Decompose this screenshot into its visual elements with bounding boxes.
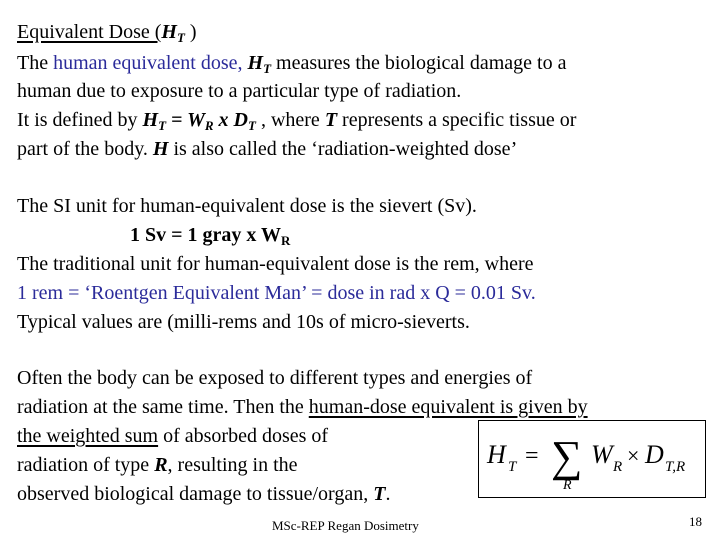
formula-D: D [645,440,664,469]
para2-line1: The SI unit for human-equivalent dose is the sievert (Sv). [17,195,477,217]
symbol-HT: $H_T$ [247,52,272,76]
definition-highlight: human equivalent dose, [53,52,243,74]
para2-line5: Typical values are (milli-rems and 10s of micro-sieverts. [17,311,470,333]
para2-line3: The traditional unit for human-equivalent dose is the rem, where [17,253,534,275]
sum-symbol: ∑ [551,432,583,481]
equation-inline: $H_T = W_R$ x $D_T$ [142,109,256,133]
formula-equals: = [525,443,539,469]
para1-line1: The human equivalent dose, $H_T$ measures the biological damage to a [17,52,567,76]
para3-line2: radiation at the same time. Then the human-dose equivalent is given by [17,396,588,418]
underlined-phrase: human-dose equivalent is given by [308,396,588,418]
formula-sum-index: R [563,478,572,493]
heading-symbol: $H_T$ [161,21,185,45]
para1-line3: It is defined by $H_T = W_R$ x $D_T$ , where T represents a specific tissue or [17,109,577,133]
formula-D-sub: T,R [665,459,686,475]
para3-line3: the weighted sum of absorbed doses of [17,425,329,447]
formula-H-sub: T [508,459,517,475]
para3-line1: Often the body can be exposed to different types and energies of [17,367,533,389]
para3-line5: observed biological damage to tissue/organ, T. [17,483,391,505]
sievert-equation: 1 Sv = 1 gray x $W_R$ [130,224,291,248]
footer-text: MSc-REP Regan Dosimetry [272,518,419,533]
para3-line4: radiation of type R, resulting in the [17,454,298,476]
formula-W: W [591,440,613,469]
rem-definition: 1 rem = ‘Roentgen Equivalent Man’ = dose in rad x Q = 0.01 Sv. [17,282,536,304]
formula-H: H [487,440,506,469]
para1-line2: human due to exposure to a particular type of radiation. [17,80,462,102]
heading-title: Equivalent Dose ( [17,21,162,43]
page-number: 18 [689,514,702,529]
heading-close: ) [184,21,197,43]
heading [17,20,197,44]
weighted-sum-formula [478,420,706,498]
formula-times: × [627,443,640,468]
formula-W-sub: R [613,459,623,475]
para1-line4: part of the body. H is also called the ‘radiation-weighted dose’ [17,138,518,160]
